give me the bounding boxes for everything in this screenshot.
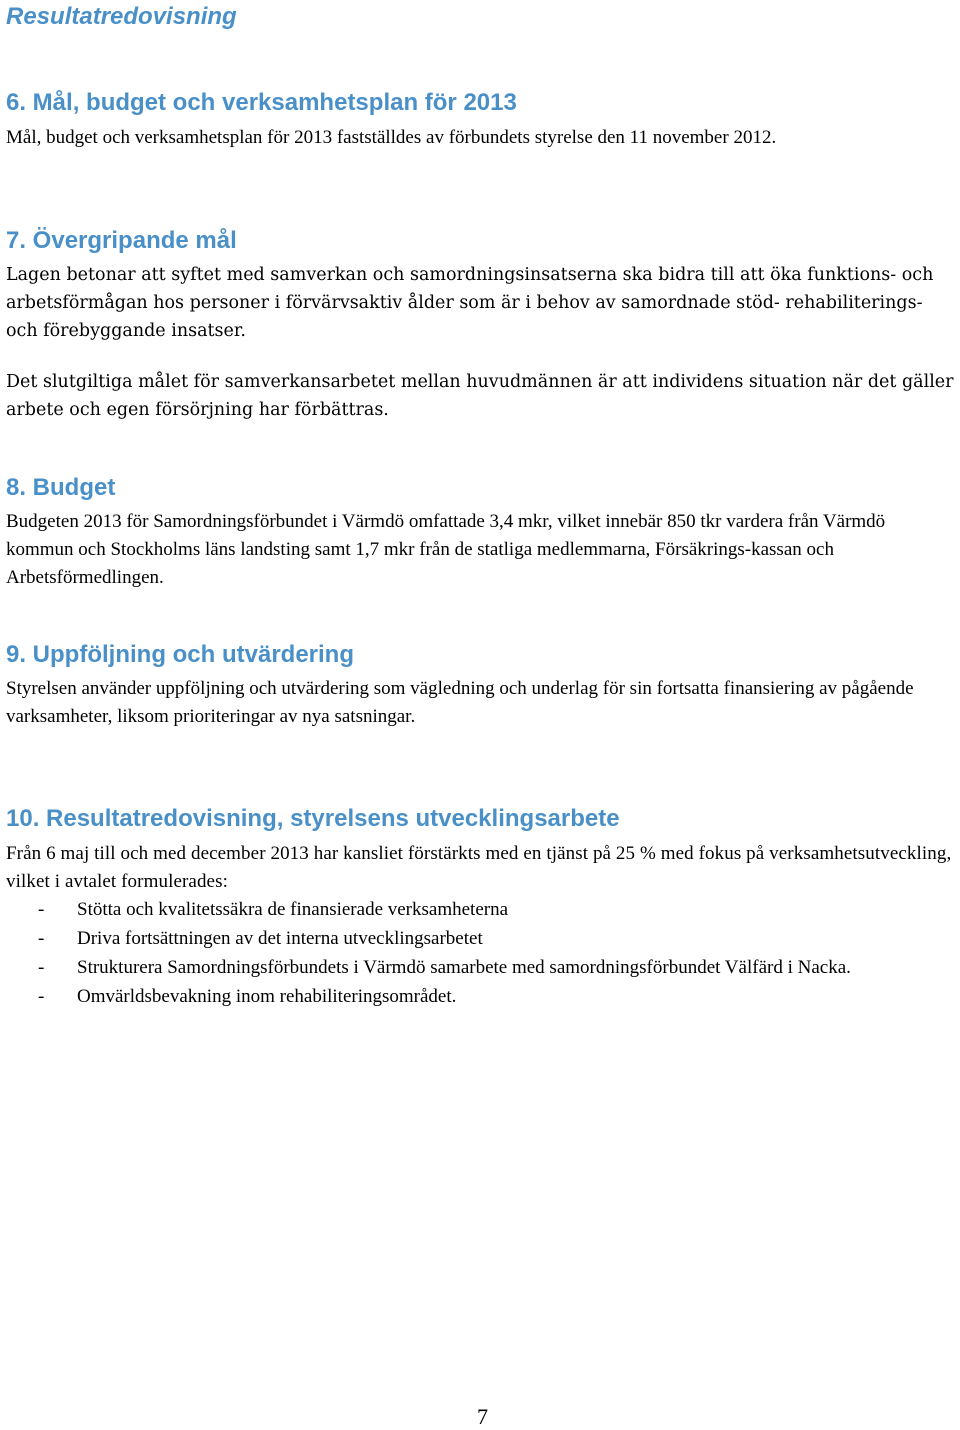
bullet-list (6, 896, 954, 1012)
section-heading-6: 6. Mål, budget och verksamhetsplan för 2013 (6, 89, 517, 116)
bullet-marker: - (38, 986, 45, 1007)
section-10-paragraph: Från 6 maj till och med december 2013 har kansliet förstärkts med en tjänst på 25 % med fokus på verksamhetsutveckling, vilket i avtalet formulerades: (6, 843, 952, 892)
section-heading-9: 9. Uppföljning och utvärdering (6, 641, 354, 668)
page-title: Resultatredovisning (6, 3, 237, 30)
list-item (6, 954, 954, 982)
bullet-marker: - (38, 899, 45, 920)
section-heading-8: 8. Budget (6, 474, 116, 501)
section-heading-7: 7. Övergripande mål (6, 227, 237, 254)
section-8-paragraph: Budgeten 2013 för Samordningsförbundet i Värmdö omfattade 3,4 mkr, vilket innebär 850 tkr vardera från Värmdö kommun och Stockholms läns landsting samt 1,7 mkr från de statliga medlemmarna, Försäkrings-kassan och Arbetsförmedlingen. (6, 511, 886, 588)
list-item (6, 983, 954, 1011)
section-7-paragraph-2: Det slutgiltiga målet för samverkansarbetet mellan huvudmännen är att individens situation när det gäller arbete och egen försörjning har förbättras. (6, 372, 954, 420)
list-item (6, 896, 954, 924)
bullet-marker: - (38, 957, 45, 978)
section-heading-10: 10. Resultatredovisning, styrelsens utvecklingsarbete (6, 805, 620, 832)
section-9-paragraph: Styrelsen använder uppföljning och utvärdering som vägledning och underlag för sin fortsatta finansiering av pågående varksamheter, liksom prioriteringar av nya satsningar. (6, 678, 914, 727)
bullet-marker: - (38, 928, 45, 949)
list-item-text: Driva fortsättningen av det interna utvecklingsarbetet (77, 928, 483, 949)
section-6-paragraph: Mål, budget och verksamhetsplan för 2013 fastställdes av förbundets styrelse den 11 november 2012. (6, 127, 777, 148)
list-item (6, 925, 954, 953)
section-7-paragraph-1: Lagen betonar att syftet med samverkan och samordningsinsatserna ska bidra till att öka funktions- och arbetsförmågan hos personer i förvärvsaktiv ålder som är i behov av samordnade stöd- rehabiliterings- och förebyggande insatser. (6, 265, 934, 341)
list-item-text: Strukturera Samordningsförbundets i Värmdö samarbete med samordningsförbundet Välfärd i Nacka. (77, 957, 851, 978)
page-number: 7 (477, 1404, 488, 1429)
list-item-text: Omvärldsbevakning inom rehabiliteringsområdet. (77, 986, 457, 1007)
list-item-text: Stötta och kvalitetssäkra de finansierade verksamheterna (77, 899, 509, 920)
